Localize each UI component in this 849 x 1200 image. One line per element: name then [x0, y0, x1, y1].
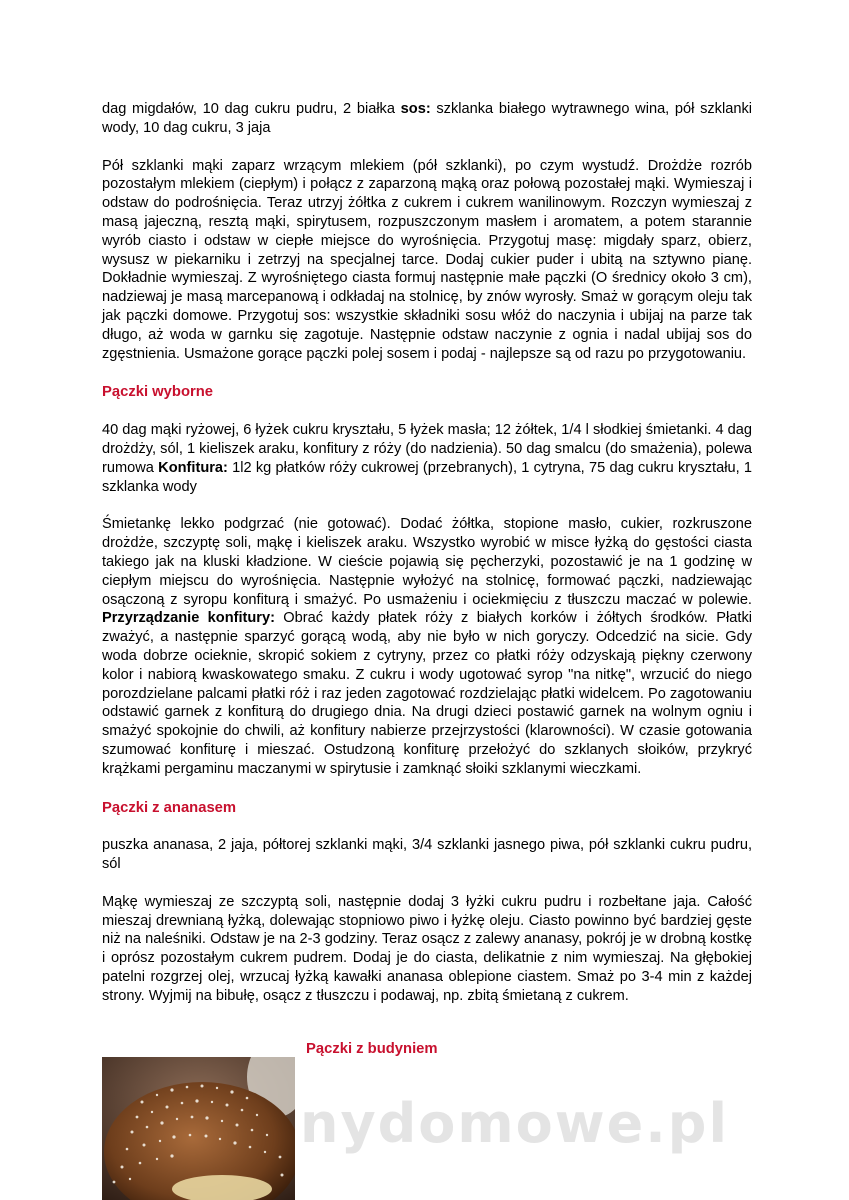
donut-image: [102, 1057, 295, 1200]
intro-method: Pół szklanki mąki zaparz wrzącym mlekiem (pół szklanki), po czym wystudź. Drożdże rozrób pozostałym mlekiem (ciepłym) i połącz z zaparzoną mąką oraz połową pozostałej mąki. Wymieszaj i odstaw do podrośnięcia. Teraz utrzyj żółtka z cukrem i cukrem wanilinowym. Rozczyn wymieszaj z masą jajeczną, resztą mąki, spirytusem, rozpuszczonym masłem i aromatem, a potem starannie wyrób ciasto i odstaw w ciepłe miejsce do wyrośnięcia. Przygotuj masę: migdały sparz, obierz, wysusz w piekarniku i zetrzyj na specjalnej tarce. Dodaj cukier puder i ubitą na sztywno pianę. Dokładnie wymieszaj. Z wyrośniętego ciasta formuj następnie małe pączki (O średnicy około 3 cm), nadziewaj je masą marcepanową i odkładaj na stolnicę, by znów wyrosły. Smaż w gorącym oleju tak jak pączki domowe. Przygotuj sos: wszystkie składniki sosu włóż do naczynia i ubijaj na parze tak długo, aż woda w garnku się zagotuje. Następnie odstaw naczynie z ognia i nadal ubijaj sos do zgęstnienia. Usmażone gorące pączki polej sosem i podaj - najlepsze są od razu po przygotowaniu.: [102, 157, 752, 362]
document-body: [102, 100, 752, 1006]
donut-photo: [102, 1057, 295, 1200]
wyborne-method: Śmietankę lekko podgrzać (nie gotować). Dodać żółtka, stopione masło, cukier, rozkruszone drożdże, szczyptę soli, mąkę i kieliszek araku. Wszystko wyrobić w misce łyżką do gęstości ciasta takiego jak na kluski kładzione. W cieście pojawią się pęcherzyki, pozostawić je na 1 godzinę w ciepłym miejscu do wyrośnięcia. Następnie wyłożyć na stolnicę, formować pączki, nadziewając osączoną z syropu konfiturą i smażyć. Po usmażeniu i ociekmięciu z tłuszczu maczać w polewie. Przyrządzanie konfitury: Obrać każdy płatek róży z białych korków i żółtych środków. Płatki zważyć, a następnie sparzyć gorącą wodą, aby nie było w nich goryczy. Odcedzić na sicie. Gdy woda dobrze ocieknie, skropić sokiem z cytryny, przez co płatki róży odzyskają piękny czerwony kolor i nabiorą kwaskowatego smaku. Z cukru i wody ugotować syrop "na nitkę", wrzucić do niego porozdzielane palcami płatki róż i raz jeden zagotować rozdzielając płatki widelcem. Po zagotowaniu odstawić garnek z konfiturą do drugiego dnia. Na drugi dzieci postawić garnek na wolnym ogniu i smażyć spokojnie do chwili, aż konfitury nabierze przejrzystości (klarowności). W czasie gotowania szumować konfiturę i mieszać. Ostudzoną konfiturę przełożyć do szklanych słoików, przykryć krążkami pergaminu maczanymi w spirytusie i zamknąć słoiki szklanymi wieczkami.: [102, 516, 752, 777]
recipe-title-ananas: Pączki z ananasem: [102, 799, 237, 816]
recipe-title-budyn: Pączki z budyniem: [306, 1041, 438, 1057]
recipe-title-wyborne: Pączki wyborne: [102, 384, 214, 401]
wyborne-ingredients: 40 dag mąki ryżowej, 6 łyżek cukru kryształu, 5 łyżek masła; 12 żółtek, 1/4 l słodkiej śmietanki. 4 dag drożdży, sól, 1 kieliszek araku, konfitury z róży (do nadzienia). 50 dag smalcu (do smażenia), polewa rumowa Konfitura: 1l2 kg płatków róży cukrowej (przebranych), 1 cytryna, 75 dag cukru kryształu, 1 szklanka wody: [102, 422, 752, 495]
watermark: nydomowe.pl: [300, 1092, 729, 1155]
ananas-method: Mąkę wymieszaj ze szczyptą soli, następnie dodaj 3 łyżki cukru pudru i rozbełtane jaja. Całość mieszaj drewnianą łyżką, dolewając stopniowo piwo i łyżkę oleju. Ciasto powinno być bardziej gęste niż na naleśniki. Odstaw je na 2-3 godziny. Teraz osącz z zalewy ananasy, pokrój je w drobną kostkę i oprósz pozostałym cukrem pudrem. Dodaj je do ciasta, delikatnie z nim wymieszaj. Na głębokiej patelni rozgrzej olej, wrzucaj łyżką kawałki ananasa oblepione ciastem. Smaż po 3-4 min z każdej strony. Wyjmij na bibułę, osącz z tłuszczu i podawaj, np. zbitą śmietaną z cukrem.: [102, 893, 752, 1004]
ananas-ingredients: puszka ananasa, 2 jaja, półtorej szklanki mąki, 3/4 szklanki jasnego piwa, pół szklanki cukru pudru, sól: [102, 837, 752, 873]
intro-ingredients: dag migdałów, 10 dag cukru pudru, 2 białka sos: szklanka białego wytrawnego wina, pół szklanki wody, 10 dag cukru, 3 jaja: [102, 101, 752, 136]
